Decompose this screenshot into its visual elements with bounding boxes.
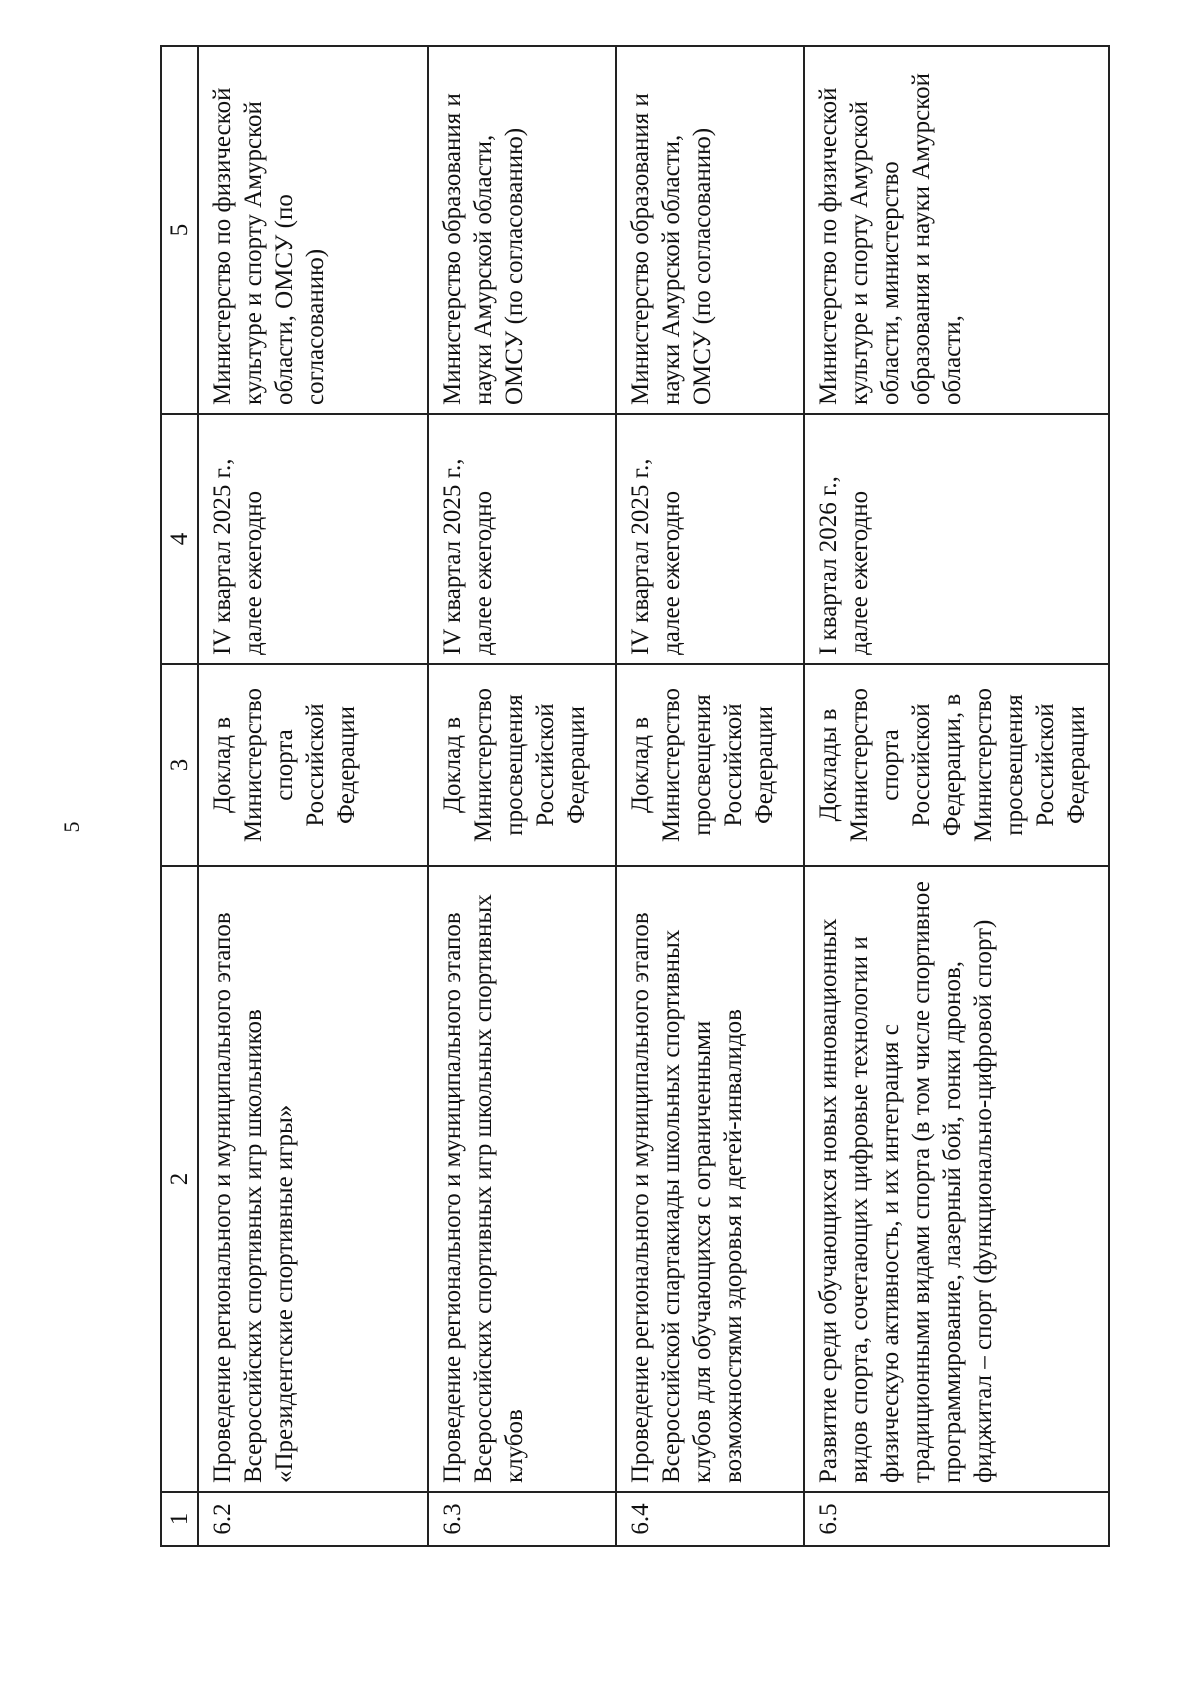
column-header-4: 4 — [161, 414, 198, 664]
responsible-cell: Министерство по физической культуре и спорту Амурской области, министерство образования и науки Амурской области, — [804, 46, 1109, 414]
event-cell: Проведение регионального и муниципального этапов Всероссийских спортивных игр школьников «Президентские спортивные игры» — [198, 866, 428, 1492]
table-row — [804, 46, 1109, 1546]
table-row — [428, 46, 616, 1546]
result-cell: Доклад в Министерство спорта Российской Федерации — [198, 664, 428, 866]
deadline-cell: IV квартал 2025 г., далее ежегодно — [198, 414, 428, 664]
row-number: 6.2 — [198, 1492, 428, 1546]
result-cell: Доклад в Министерство просвещения Российской Федерации — [616, 664, 804, 866]
result-cell: Доклады в Министерство спорта Российской Федерации, в Министерство просвещения Российской Федерации — [804, 664, 1109, 866]
row-number: 6.5 — [804, 1492, 1109, 1546]
document-table-container — [160, 47, 1110, 1547]
column-header-2: 2 — [161, 866, 198, 1492]
column-header-1: 1 — [161, 1492, 198, 1546]
event-cell: Проведение регионального и муниципального этапов Всероссийской спартакиады школьных спортивных клубов для обучающихся с ограниченными возможностями здоровья и детей-инвалидов — [616, 866, 804, 1492]
deadline-cell: I квартал 2026 г., далее ежегодно — [804, 414, 1109, 664]
page-number: 5 — [59, 821, 84, 833]
event-cell: Проведение регионального и муниципального этапов Всероссийских спортивных игр школьных спортивных клубов — [428, 866, 616, 1492]
column-header-5: 5 — [161, 46, 198, 414]
deadline-cell: IV квартал 2025 г., далее ежегодно — [428, 414, 616, 664]
header-row — [161, 46, 198, 1546]
table-row — [616, 46, 804, 1546]
deadline-cell: IV квартал 2025 г., далее ежегодно — [616, 414, 804, 664]
plan-table — [160, 45, 1110, 1547]
result-cell: Доклад в Министерство просвещения Российской Федерации — [428, 664, 616, 866]
responsible-cell: Министерство образования и науки Амурской области, ОМСУ (по согласованию) — [616, 46, 804, 414]
column-header-3: 3 — [161, 664, 198, 866]
responsible-cell: Министерство по физической культуре и спорту Амурской области, ОМСУ (по согласованию) — [198, 46, 428, 414]
row-number: 6.3 — [428, 1492, 616, 1546]
row-number: 6.4 — [616, 1492, 804, 1546]
event-cell: Развитие среди обучающихся новых инновационных видов спорта, сочетающих цифровые технологии и физическую активность, и их интеграция с традиционными видами спорта (в том числе спортивное программирование, лазерный бой, гонки дронов, фиджитал – спорт (функционально-цифровой спорт) — [804, 866, 1109, 1492]
table-row — [198, 46, 428, 1546]
responsible-cell: Министерство образования и науки Амурской области, ОМСУ (по согласованию) — [428, 46, 616, 414]
